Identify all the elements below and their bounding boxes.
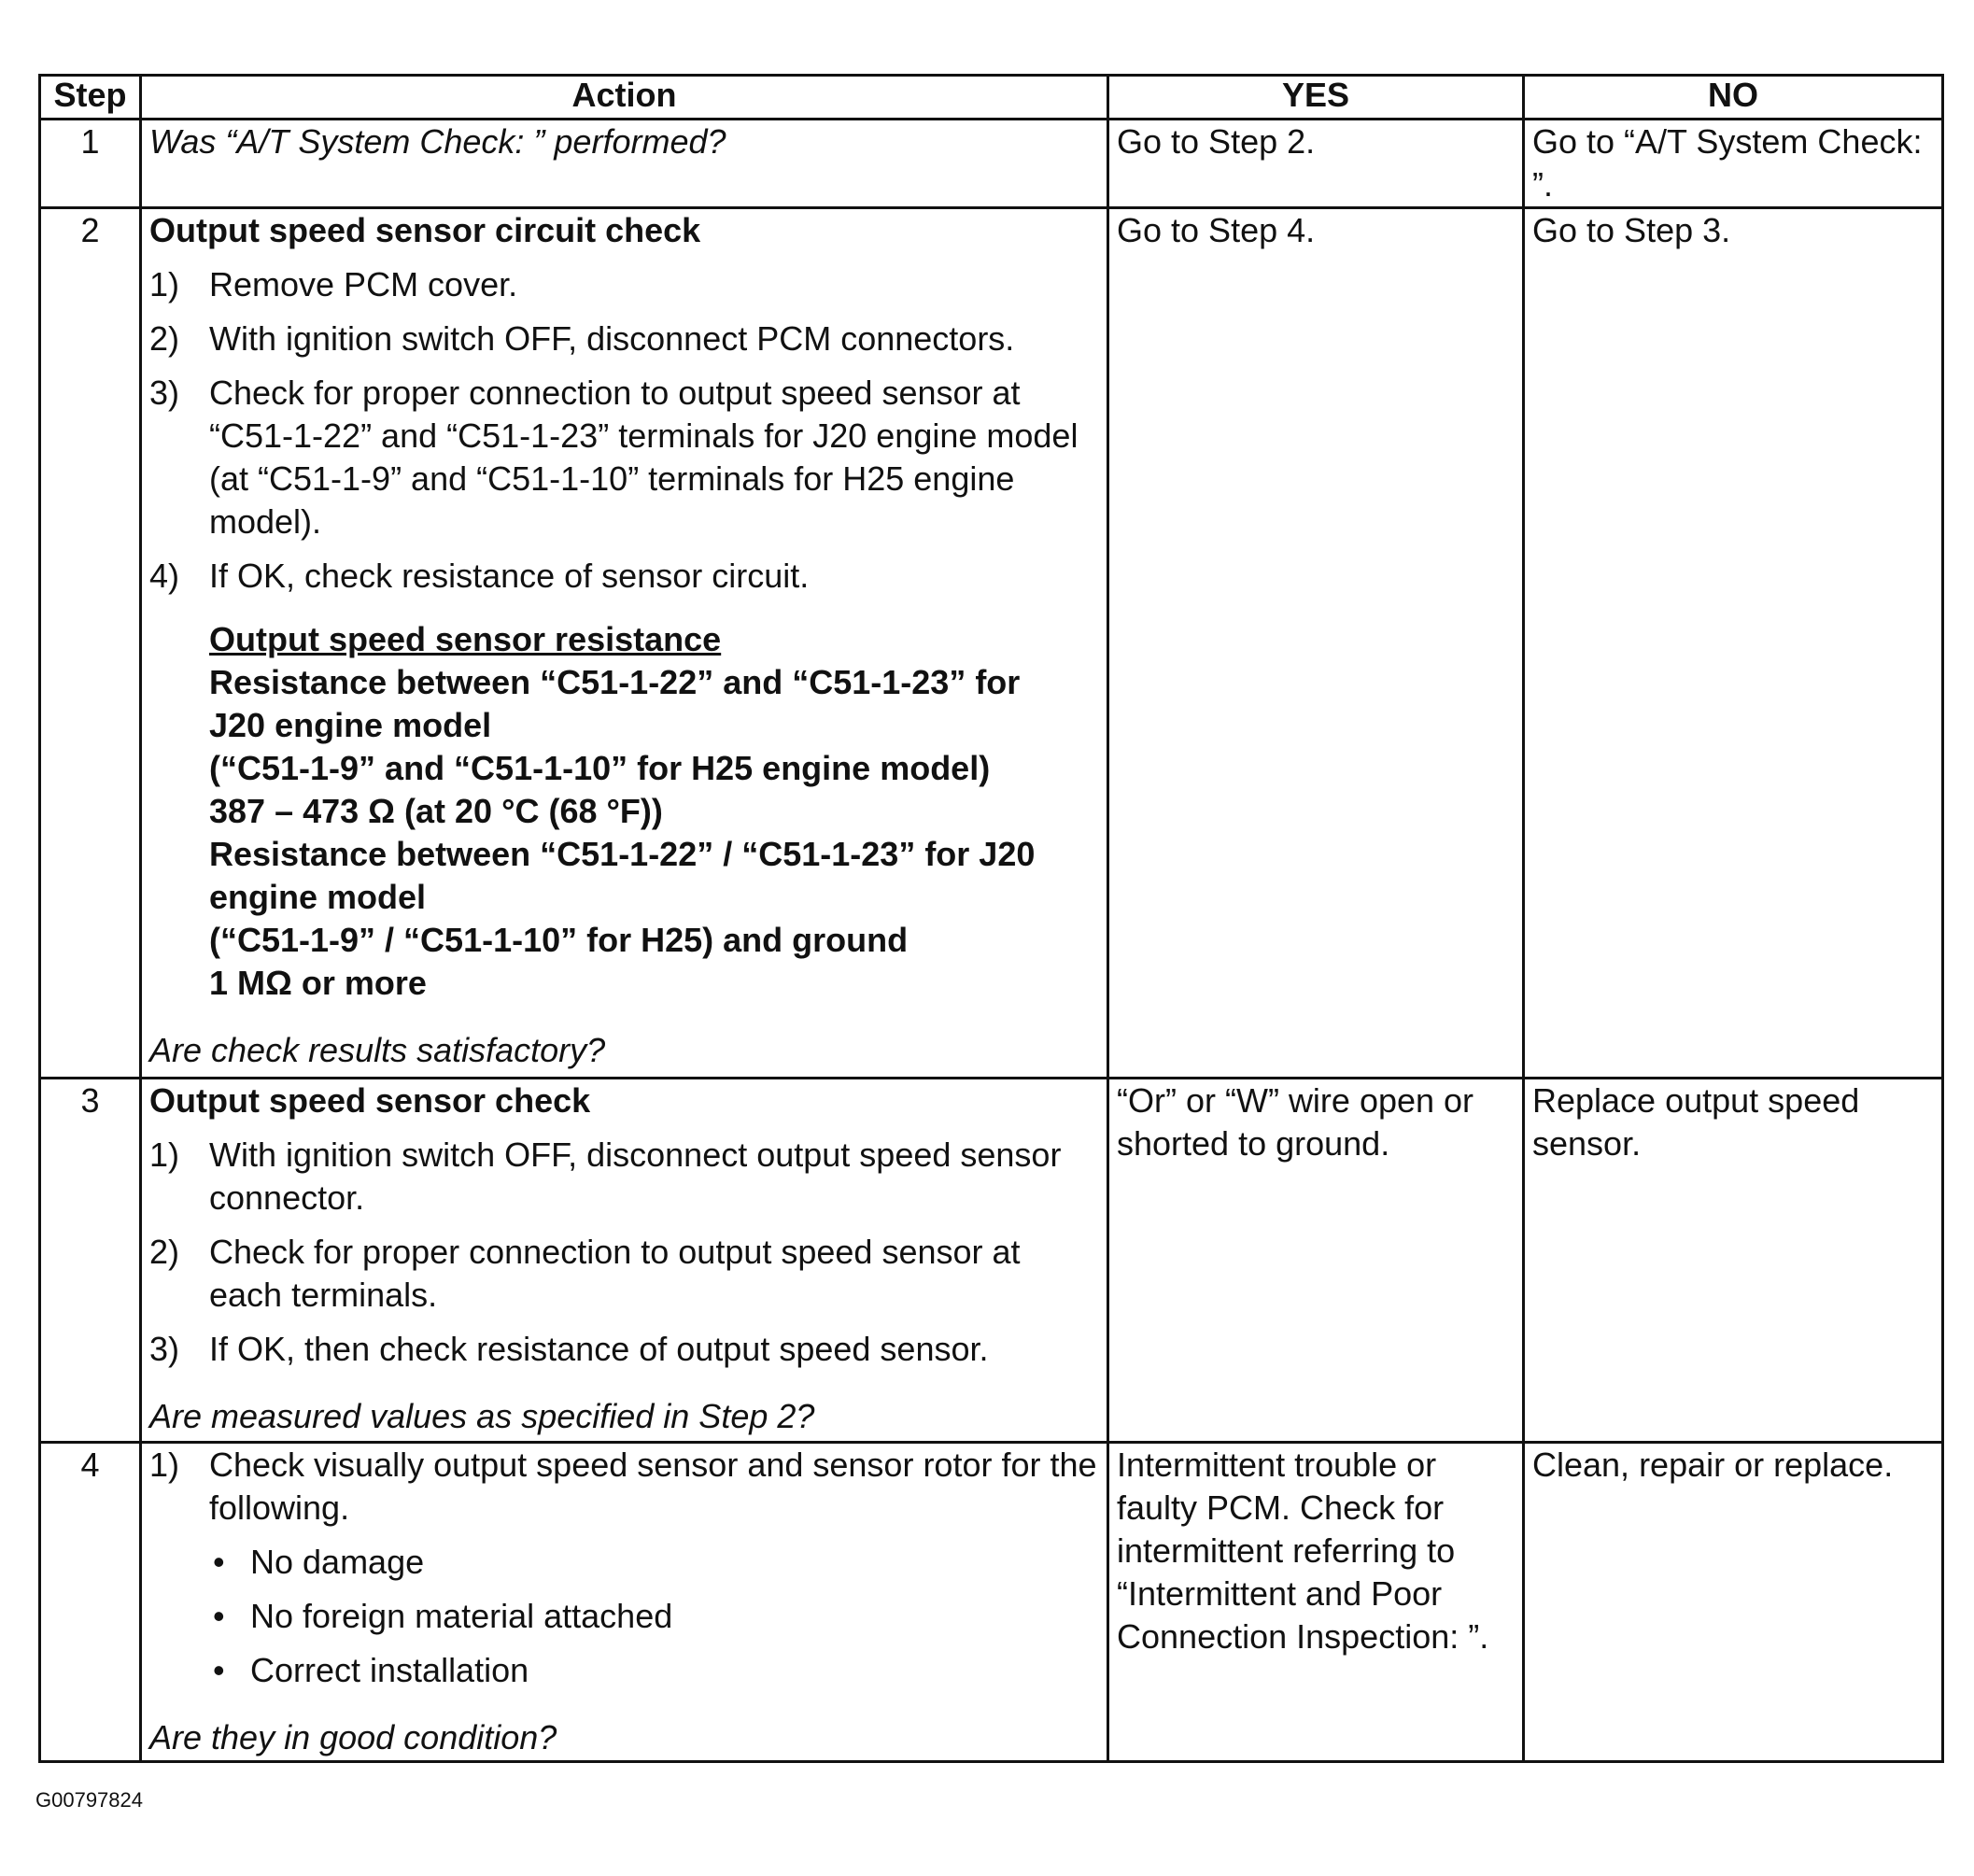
- action-question: Are measured values as specified in Step 2?: [149, 1397, 815, 1435]
- action-steps: [149, 1134, 1099, 1371]
- table-header-row: [40, 76, 1943, 120]
- header-no: NO: [1524, 76, 1943, 120]
- list-item: 1) Check visually output speed sensor and sensor rotor for the following.: [149, 1446, 1097, 1527]
- step-number: 3: [40, 1079, 141, 1443]
- no-cell: Go to “A/T System Check: ”.: [1524, 120, 1943, 208]
- action-question: Was “A/T System Check: ” performed?: [149, 122, 726, 161]
- yes-cell: Go to Step 2.: [1108, 120, 1524, 208]
- bullet-item: • Correct installation: [209, 1649, 1099, 1692]
- no-cell: Go to Step 3.: [1524, 208, 1943, 1079]
- action-question: Are they in good condition?: [149, 1718, 557, 1756]
- list-item: 1) Remove PCM cover.: [149, 265, 518, 303]
- table-row: [40, 120, 1943, 208]
- no-cell: Replace output speed sensor.: [1524, 1079, 1943, 1443]
- header-action: Action: [141, 76, 1108, 120]
- header-step: Step: [40, 76, 141, 120]
- list-item: 1) With ignition switch OFF, disconnect output speed sensor connector.: [149, 1135, 1062, 1217]
- spec-line: J20 engine model: [209, 706, 492, 744]
- list-item: 2) With ignition switch OFF, disconnect PCM connectors.: [149, 319, 1015, 358]
- check-bullets: [149, 1541, 1099, 1692]
- header-yes: YES: [1108, 76, 1524, 120]
- yes-cell: Intermittent trouble or faulty PCM. Check for intermittent referring to “Intermittent and Poor Connection Inspection: ”.: [1108, 1443, 1524, 1762]
- spec-line: (“C51-1-9” / “C51-1-10” for H25) and ground: [209, 921, 909, 959]
- spec-line: (“C51-1-9” and “C51-1-10” for H25 engine model): [209, 749, 991, 787]
- bullet-item: • No damage: [209, 1541, 1099, 1584]
- figure-code: G00797824: [35, 1788, 143, 1812]
- action-title: Output speed sensor circuit check: [149, 211, 701, 249]
- table-row: [40, 208, 1943, 1079]
- no-cell: Clean, repair or replace.: [1524, 1443, 1943, 1762]
- yes-cell: Go to Step 4.: [1108, 208, 1524, 1079]
- step-number: 2: [40, 208, 141, 1079]
- spec-line: Resistance between “C51-1-22” / “C51-1-23” for J20: [209, 835, 1036, 873]
- bullet-icon: •: [213, 1597, 225, 1635]
- list-item: 2) Check for proper connection to output speed sensor at each terminals.: [149, 1233, 1021, 1314]
- list-item: 3) Check for proper connection to output speed sensor at “C51-1-22” and “C51-1-23” terminals for J20 engine model (at “C51-1-9” and “C51-1-10” terminals for H25 engine model).: [149, 374, 1079, 541]
- action-question: Are check results satisfactory?: [149, 1031, 606, 1069]
- table-row: [40, 1443, 1943, 1762]
- action-title: Output speed sensor check: [149, 1081, 591, 1120]
- action-steps: [149, 263, 1099, 598]
- spec-line: 387 – 473 Ω (at 20 °C (68 °F)): [209, 792, 663, 830]
- action-steps: [149, 1444, 1099, 1530]
- action-cell: [141, 1443, 1108, 1762]
- bullet-item: • No foreign material attached: [209, 1595, 1099, 1638]
- spec-line: Resistance between “C51-1-22” and “C51-1-23” for: [209, 663, 1021, 701]
- list-item: 3) If OK, then check resistance of output speed sensor.: [149, 1330, 989, 1368]
- bullet-icon: •: [213, 1651, 225, 1689]
- step-number: 4: [40, 1443, 141, 1762]
- yes-cell: “Or” or “W” wire open or shorted to ground.: [1108, 1079, 1524, 1443]
- action-cell: [141, 120, 1108, 208]
- spec-title: Output speed sensor resistance: [209, 620, 722, 658]
- spec-line: engine model: [209, 878, 427, 916]
- diagnostic-table: [38, 74, 1944, 1763]
- action-cell: [141, 208, 1108, 1079]
- bullet-icon: •: [213, 1543, 225, 1581]
- spec-line: 1 MΩ or more: [209, 964, 427, 1002]
- list-item: 4) If OK, check resistance of sensor circuit.: [149, 557, 810, 595]
- table-row: [40, 1079, 1943, 1443]
- resistance-spec: [209, 618, 1099, 1005]
- action-cell: [141, 1079, 1108, 1443]
- step-number: 1: [40, 120, 141, 208]
